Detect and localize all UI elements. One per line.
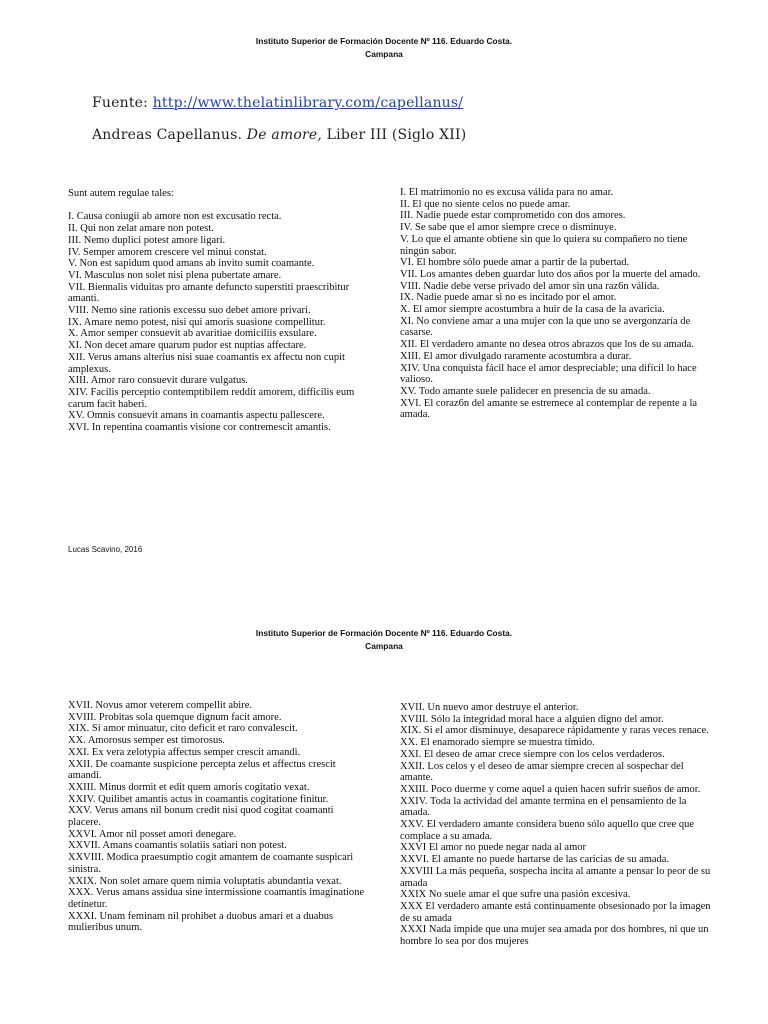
- spanish-rule: XVII. Un nuevo amor destruye el anterior.: [400, 702, 579, 713]
- latin-rule: XVI. In repentina coamantis visione cor contremescit amantis.: [68, 422, 331, 434]
- spanish-rule: XXVIII La más pequeña, sospecha incita al amante a pensar lo peor de su amada: [400, 865, 711, 889]
- latin-rule: IV. Semper amorem crescere vel minui constat.: [68, 246, 267, 258]
- spanish-rules-column-2: [400, 702, 712, 948]
- latin-rule: XIII. Amor raro consuevit durare vulgatus.: [68, 375, 248, 387]
- latin-rule: XXXI. Unam feminam nil prohibet a duobus amari et a duabus mulieribus unum.: [68, 910, 334, 934]
- spanish-rule: VII. Los amantes deben guardar luto dos años por la muerte del amado.: [400, 268, 701, 280]
- citation-rest: Liber III (Siglo XII): [322, 127, 467, 143]
- latin-rule: XXV. Verus amans nil bonum credit nisi quod cogitat coamanti placere.: [68, 805, 334, 829]
- latin-rule: XI. Non decet amare quarum pudor est nuptias affectare.: [68, 340, 307, 352]
- page2-header: [0, 627, 768, 653]
- latin-rule: XXVI. Amor nil posset amori denegare.: [68, 828, 237, 840]
- page1-header: [0, 35, 768, 61]
- spanish-rule: XXX El verdadero amante está continuamente obsesionado por la imagen de su amada: [400, 900, 711, 924]
- spanish-rule: XVI. El coraz6n del amante se estremece al contemplar de repente a la amada.: [400, 397, 698, 421]
- source-link[interactable]: http://www.thelatinlibrary.com/capellanus/: [152, 95, 464, 111]
- latin-rule: XII. Verus amans alterius nisi suae coamantis ex affectu non cupit amplexus.: [68, 351, 345, 375]
- spanish-rule: XXIX No suele amar el que sufre una pasión excesiva.: [400, 889, 631, 901]
- latin-rule: XIV. Facilis perceptio contemptibilem reddit amorem, difficilis eum carum facit haberi.: [68, 386, 355, 410]
- institution-city: Campana: [365, 641, 403, 651]
- institution-city: Campana: [365, 49, 403, 59]
- latin-rule: II. Qui non zelat amare non potest.: [68, 223, 214, 235]
- spanish-rule: XIX. Si el amor disminuye, desaparece rápidamente y raras veces renace.: [400, 725, 709, 737]
- spanish-rule: IV. Se sabe que el amor siempre crece o disminuye.: [400, 222, 617, 234]
- spanish-rule: XX. El enamorado siempre se muestra tímido.: [400, 737, 595, 749]
- spanish-rule: II. El que no siente celos no puede amar.: [400, 198, 571, 210]
- spanish-rule: XXI. El deseo de amar crece siempre con los celos verdaderos.: [400, 748, 665, 760]
- spanish-rule: IX. Nadie puede amar si no es incitado por el amor.: [400, 292, 617, 304]
- latin-rule: XXI. Ex vera zelotypia affectus semper crescit amandi.: [68, 746, 301, 758]
- citation-line: [92, 127, 466, 143]
- latin-rules-column: [68, 188, 368, 434]
- spanish-rule: VIII. Nadie debe verse privado del amor sin una raz6n válida.: [400, 280, 660, 292]
- latin-rule: XVIII. Probitas sola quemque dignum facit amore.: [68, 711, 282, 723]
- spanish-rule: XXVI. El amante no puede hartarse de las caricias de su amada.: [400, 854, 670, 866]
- spanish-rule: I. El matrimonio no es excusa válida para no amar.: [400, 187, 614, 198]
- source-label: Fuente:: [92, 95, 153, 111]
- spanish-rules-column: [400, 187, 712, 421]
- latin-rule: XX. Amorosus semper est timorosus.: [68, 735, 225, 747]
- latin-rule: V. Non est sapidum quod amans ab invito sumit coamante.: [68, 258, 315, 270]
- latin-rule: XXIV. Quilibet amantis actus in coamantis cogitatione finitur.: [68, 793, 329, 805]
- latin-rule: I. Causa coniugii ab amore non est excusatio recta.: [68, 211, 282, 223]
- spanish-rule: XI. No conviene amar a una mujer con la que uno se avergonzaría de casarse.: [400, 315, 691, 339]
- latin-rule: XXX. Verus amans assidua sine intermissione coamantis imaginatione detinetur.: [68, 887, 365, 910]
- citation-work: De amore,: [246, 127, 323, 143]
- latin-rule: IX. Amare nemo potest, nisi qui amoris suasione compellitur.: [68, 316, 326, 328]
- latin-rule: XV. Omnis consuevit amans in coamantis aspectu pallescere.: [68, 410, 325, 422]
- latin-rule: XXVIII. Modica praesumptio cogit amantem de coamante suspicari sinistra.: [68, 852, 354, 875]
- latin-rule: XIX. Si amor minuatur, cito deficit et raro convalescit.: [68, 723, 298, 735]
- spanish-rule: XIV. Una conquista fácil hace el amor despreciable; una difícil lo hace valioso.: [400, 362, 697, 386]
- spanish-rule: XIII. El amor divulgado raramente acostumbra a durar.: [400, 350, 632, 362]
- institution-name: Instituto Superior de Formación Docente Nº 116. Eduardo Costa.: [255, 628, 513, 638]
- spanish-rule: XXVI El amor no puede negar nada al amor: [400, 842, 587, 854]
- spanish-rule: X. El amor siempre acostumbra a huir de la casa de la avaricia.: [400, 304, 665, 316]
- institution-name: Instituto Superior de Formación Docente Nº 116. Eduardo Costa.: [255, 36, 513, 46]
- spanish-rule: V. Lo que el amante obtiene sin que lo quiera su compañero no tiene ningún sabor.: [400, 233, 688, 257]
- latin-rule: X. Amor semper consuevit ab avaritiae domiciliis exsulare.: [68, 328, 317, 340]
- latin-rule: XXVII. Amans coamantis solatiis satiari non potest.: [68, 840, 287, 852]
- latin-rules-column-2: [68, 700, 368, 934]
- source-line: [92, 95, 463, 111]
- spanish-rule: III. Nadie puede estar comprometido con dos amores.: [400, 210, 626, 222]
- spanish-rule: XXV. El verdadero amante considera bueno sólo aquello que cree que complace a su amada.: [400, 819, 694, 842]
- spanish-rule: XV. Todo amante suele palidecer en presencia de su amada.: [400, 385, 651, 397]
- latin-rule: XXII. De coamante suspicione percepta zelus et affectus crescit amandi.: [68, 758, 336, 782]
- spanish-rule: XXXI Nada impide que una mujer sea amada por dos hombres, ni que un hombre lo sea por dos mujeres: [400, 924, 709, 948]
- spanish-rule: XXIII. Poco duerme y come aquel a quien hacen sufrir sueños de amor.: [400, 783, 701, 795]
- latin-rule: VI. Masculus non solet nisi plena pubertate amare.: [68, 269, 282, 281]
- spanish-rule: XVIII. Sólo la integridad moral hace a alguien digno del amor.: [400, 713, 664, 725]
- latin-rule: XVII. Novus amor veterem compellit abire.: [68, 700, 252, 711]
- spanish-rule: XII. El verdadero amante no desea otros abrazos que los de su amada.: [400, 339, 694, 351]
- citation-author: Andreas Capellanus.: [92, 127, 247, 143]
- latin-intro: Sunt autem regulae tales:: [68, 188, 174, 199]
- latin-rule: XXIII. Minus dormit et edit quem amoris cogitatio vexat.: [68, 781, 310, 793]
- latin-rule: VII. Biennalis viduitas pro amante defuncto superstiti praescribitur amanti.: [68, 281, 350, 305]
- spanish-rule: XXII. Los celos y el deseo de amar siempre crecen al sospechar del amante.: [400, 760, 684, 784]
- spanish-rule: VI. El hombre sólo puede amar a partir de la pubertad.: [400, 257, 630, 269]
- latin-rule: VIII. Nemo sine rationis excessu suo debet amore privari.: [68, 305, 311, 317]
- latin-rule: III. Nemo duplici potest amore ligari.: [68, 234, 226, 246]
- latin-rule: XXIX. Non solet amare quem nimia voluptatis abundantia vexat.: [68, 875, 342, 887]
- spanish-rule: XXIV. Toda la actividad del amante termina en el pensamiento de la amada.: [400, 795, 687, 819]
- footer-author: Lucas Scavino, 2016: [68, 545, 143, 554]
